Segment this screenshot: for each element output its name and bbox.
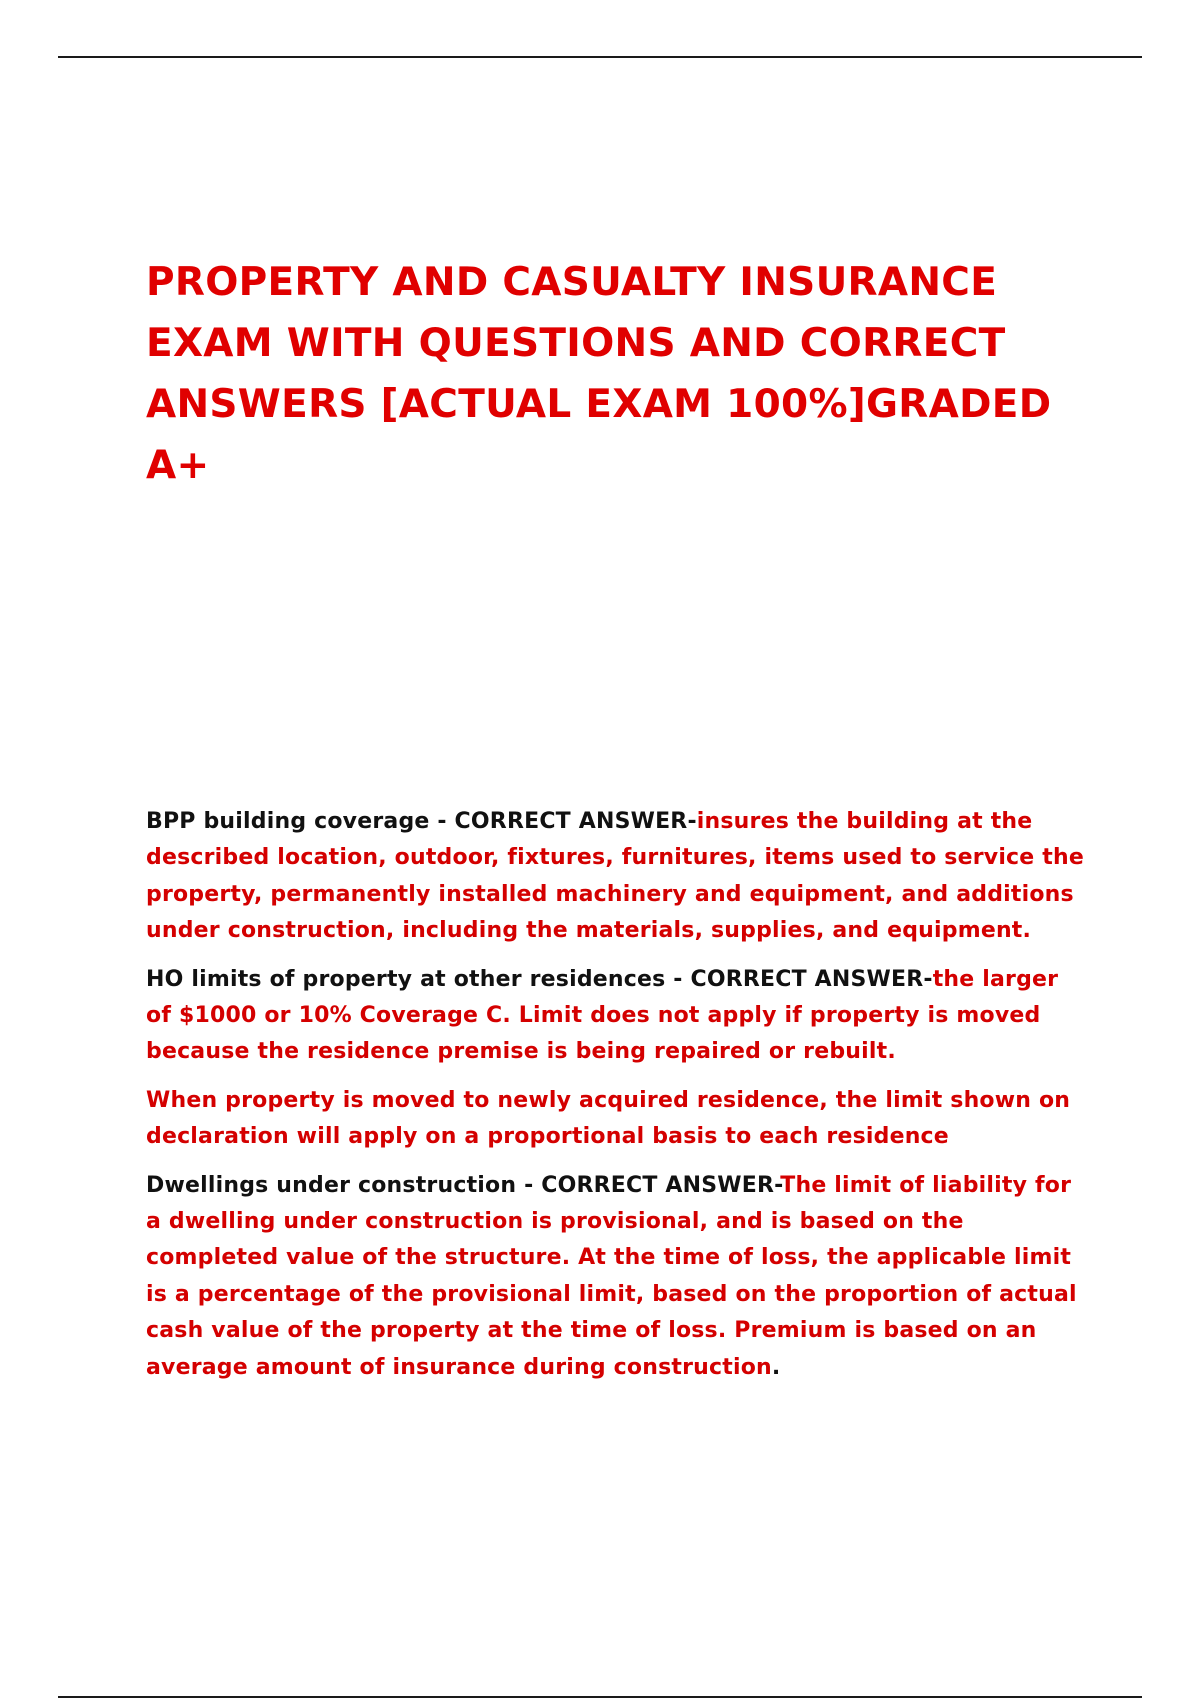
- qa-entry-dwellings-under-construction: [146, 1168, 1086, 1386]
- closing-period: .: [771, 1354, 781, 1380]
- answer-text: the larger of $1000 or 10% Coverage C. Limit does not apply if property is moved because the residence premise is being repaired or rebuilt.: [146, 966, 1059, 1065]
- answer-text: When property is moved to newly acquired residence, the limit shown on declaration will apply on a proportional basis to each residence: [146, 1087, 1071, 1150]
- qa-entry-bpp-building-coverage: [146, 804, 1086, 950]
- question-text: Dwellings under construction - CORRECT ANSWER-: [146, 1172, 781, 1198]
- qa-section: [146, 804, 1086, 1398]
- answer-text: insures the building at the described location, outdoor, fixtures, furnitures, items used to service the property, permanently installed machinery and equipment, and additions under construction, including the materials, supplies, and equipment.: [146, 809, 1084, 944]
- footer-rule: [58, 1696, 1142, 1698]
- qa-entry-ho-limits-continued: [146, 1083, 1086, 1156]
- qa-entry-ho-limits: [146, 962, 1086, 1071]
- answer-text: The limit of liability for a dwelling under construction is provisional, and is based on the completed value of the structure. At the time of loss, the applicable limit is a percentage of the provisional limit, based on the proportion of actual cash value of the property at the time of loss. Premium is based on an average amount of insurance during construction: [146, 1172, 1077, 1380]
- header-rule: [58, 56, 1142, 58]
- question-text: BPP building coverage - CORRECT ANSWER-: [146, 809, 697, 834]
- question-text: HO limits of property at other residences - CORRECT ANSWER-: [146, 966, 933, 992]
- document-title: PROPERTY AND CASUALTY INSURANCE EXAM WITH QUESTIONS AND CORRECT ANSWERS [ACTUAL EXAM 100%]GRADED A+: [146, 260, 1052, 488]
